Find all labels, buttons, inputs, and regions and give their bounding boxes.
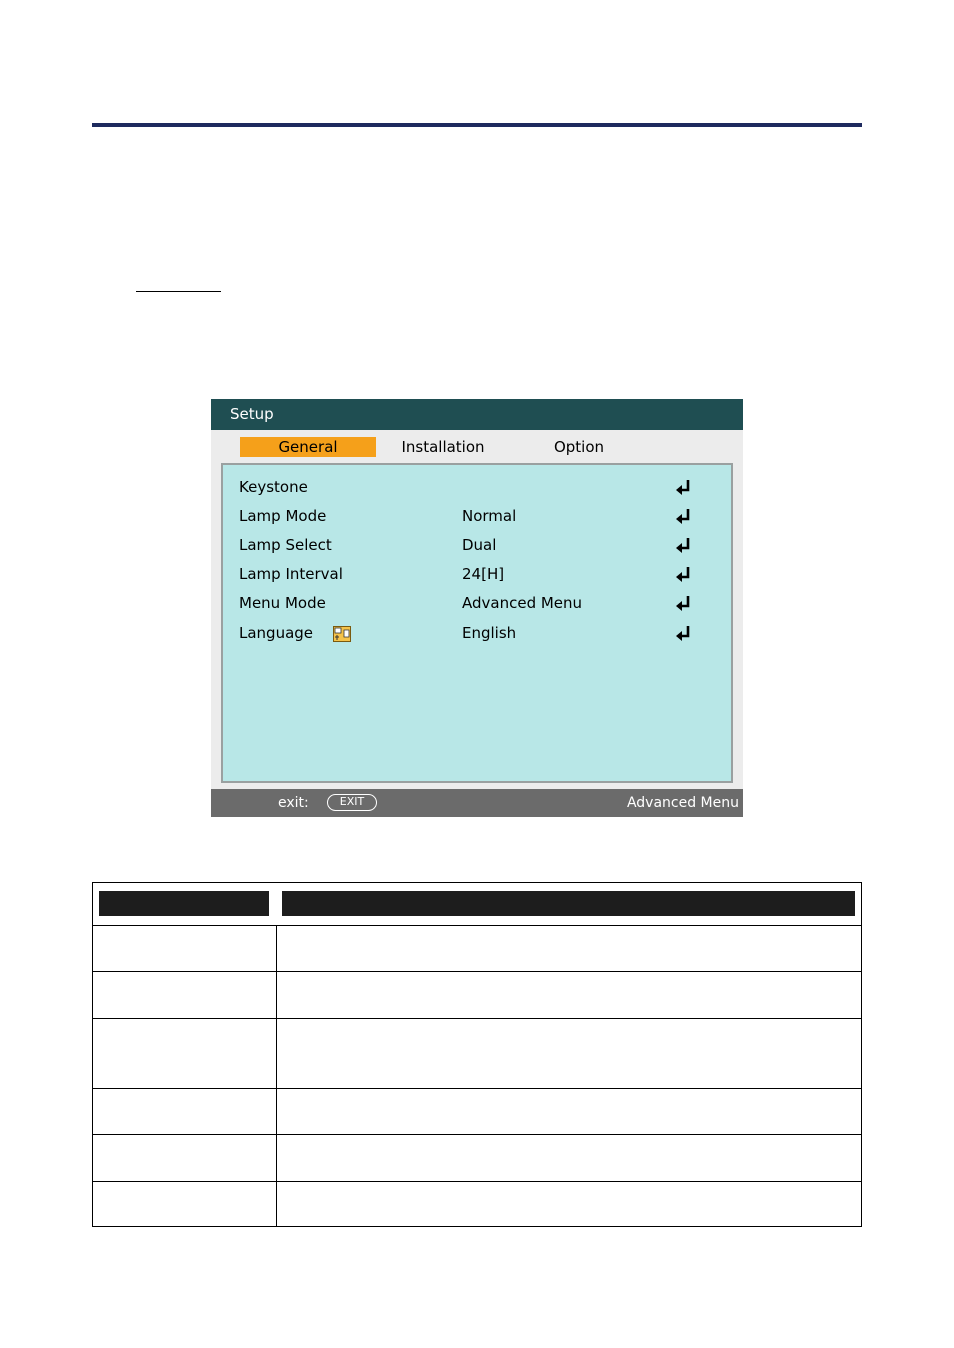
tab-option[interactable]: Option	[553, 438, 605, 456]
row-label: Language	[239, 624, 314, 642]
row-value: 24[H]	[462, 565, 505, 583]
row-label: Lamp Select	[239, 536, 332, 554]
row-lamp-mode[interactable]	[223, 505, 731, 527]
setup-menu	[211, 399, 743, 817]
exit-button[interactable]: EXIT	[327, 794, 377, 811]
row-divider	[93, 1018, 861, 1019]
row-label: Menu Mode	[239, 594, 326, 612]
description-table	[92, 882, 862, 1227]
row-divider	[93, 1134, 861, 1135]
enter-return-icon[interactable]	[675, 537, 693, 553]
row-value: Normal	[462, 507, 517, 525]
row-value: Advanced Menu	[462, 594, 583, 612]
row-divider	[93, 971, 861, 972]
underline-mark	[136, 291, 221, 292]
menu-footer	[211, 789, 743, 817]
row-divider	[93, 925, 861, 926]
top-rule	[92, 123, 862, 127]
enter-return-icon[interactable]	[675, 508, 693, 524]
tab-general[interactable]: General	[240, 437, 376, 457]
row-label: Keystone	[239, 478, 308, 496]
row-label: Lamp Mode	[239, 507, 327, 525]
row-menu-mode[interactable]	[223, 592, 731, 614]
row-divider	[93, 1088, 861, 1089]
row-keystone[interactable]	[223, 476, 731, 498]
tab-installation[interactable]: Installation	[401, 438, 485, 456]
menu-title: Setup	[211, 399, 743, 430]
enter-return-icon[interactable]	[675, 595, 693, 611]
row-value: Dual	[462, 536, 497, 554]
enter-return-icon[interactable]	[675, 479, 693, 495]
row-lamp-select[interactable]	[223, 534, 731, 556]
exit-label: exit:	[278, 795, 309, 811]
row-divider	[93, 1181, 861, 1182]
row-label: Lamp Interval	[239, 565, 343, 583]
menu-mode-indicator: Advanced Menu	[626, 795, 739, 811]
table-header-description	[282, 891, 855, 916]
row-language[interactable]	[223, 622, 731, 644]
table-header-item	[99, 891, 269, 916]
enter-return-icon[interactable]	[675, 566, 693, 582]
language-icon	[333, 626, 351, 642]
enter-return-icon[interactable]	[675, 625, 693, 641]
row-lamp-interval[interactable]	[223, 563, 731, 585]
settings-panel	[221, 463, 733, 783]
row-value: English	[462, 624, 517, 642]
